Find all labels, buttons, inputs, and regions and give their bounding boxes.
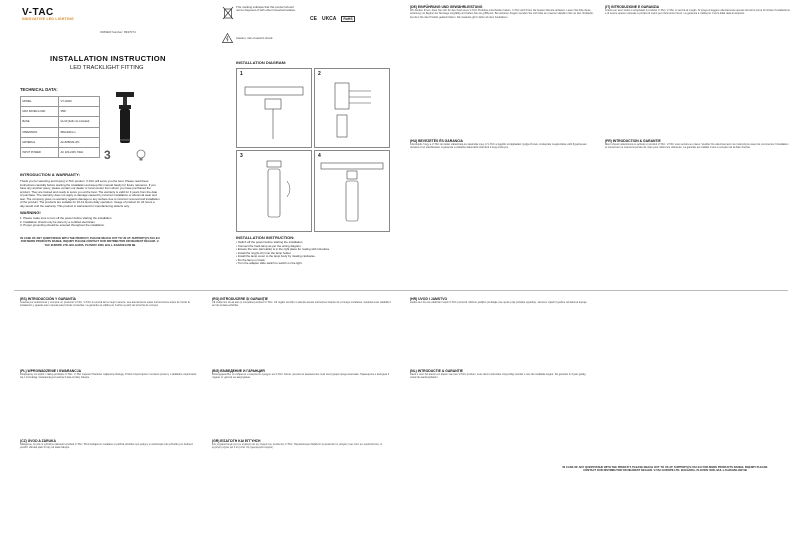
lang-body: Köszönjük, hogy a V-TAC terméket választotta és vásárolta meg. A V-TAC a legjobb szolgáltatást nyújtja Önnek. A telepítés megkezdése előtt figyelmesen olvassa el az utasításokat. A garancia a vásárlás dátumától számított 3 évig érvényes. (410, 143, 587, 150)
bottom-support-notice: IN CASE OF ANY QUERY/ISSUE WITH THE PRODUCT, PLEASE REACH OUT TO US AT: SUPPORT@V-TAC.EU FOR MORE PRODUCTS RANGE, INQUIRY PLEASE CONTACT OUR DISTRIBUTOR OR NEAREST DEALER. V-TAC EUROPE LTD. BULGARIA, PLOVDIV 4000, BUL.L.KARAVELOW 9B (562, 466, 768, 473)
tech-row (21, 97, 100, 107)
lang-section (212, 298, 392, 308)
step-number: 4 (318, 153, 321, 159)
lang-heading: (RO) INTRODUCERE ȘI GARANȚIE (212, 297, 268, 301)
tracklight-illustration (108, 90, 142, 148)
warning-heading: WARNING! (20, 210, 41, 215)
diagram-step-1 (236, 68, 312, 148)
lang-heading: (IT) INTRODUZIONE E GARANZIA (605, 5, 660, 9)
cert-mark: RoHS (343, 17, 353, 21)
cert-mark: CE (310, 16, 317, 22)
lang-section (20, 298, 200, 308)
lang-body: Wir danken Ihnen, dass Sie sich für den Kauf eines V-TAC Produkts entschieden haben. V-TAC wird Ihnen die besten Dienste anbieten. Lesen Sie bitte diese Anleitung vor Beginn der Montage sorgfältig und halten Sie sie griffbereit. Bei weiteren Fragen wenden Sie sich bitte an unseren Händler oder an den Verkäufer, bei dem Sie das Produkt gekauft haben. Die Garantie gilt 3 Jahre ab dem Kaufdatum. (410, 9, 594, 19)
cert-mark: UKCA (321, 16, 337, 22)
tech-row (21, 127, 100, 137)
warning-item: 1. Please make sure to turn off the power before starting the installation. (20, 216, 113, 220)
tech-key: MAX RATED LOAD (21, 107, 59, 117)
diagram-step-2 (314, 68, 390, 148)
step-number: 3 (240, 153, 243, 159)
mounted-lamp-illustration (315, 151, 389, 231)
tech-value: GU10 (bulb not included) (59, 117, 100, 127)
tech-key: BASE (21, 117, 59, 127)
order-number: ORDER Number: 8937074 (100, 30, 136, 34)
lang-body: Děkujeme, že jste si vybrali a zakoupili výrobek V-TAC. Před zahájením instalace si pečlivě přečtěte tyto pokyny a uschovejte tuto příručku pro budoucí použití. Záruka platí 3 roky od data nákupu. (20, 443, 194, 450)
certification-marks (310, 16, 355, 22)
warning-list (20, 217, 160, 228)
lang-body: Dziękujemy za wybór i zakup produktu V-TAC. V-TAC zapewni Państwu najlepszą obsługę. Przed rozpoczęciem montażu prosimy o dokładne zapoznanie się z instrukcją. Gwarancja jest ważna 3 lata od daty zakupu. (20, 373, 197, 380)
lang-body: Dank u voor het kiezen en kopen van een V-TAC product. Lees deze instructies zorgvuldig voordat u met de installatie begint. De garantie is 3 jaar geldig vanaf de aankoopdatum. (410, 373, 586, 380)
tech-row (21, 147, 100, 157)
lang-heading: (HR) UVOD I JAMSTVO (410, 297, 448, 301)
diagram-heading: INSTALLATION DIAGRAM: (236, 60, 287, 65)
installation-item: • Switch off the power before starting the installation. (236, 240, 304, 244)
lang-body: Vă mulțumim că ați ales și cumpărat produsul V-TAC. Vă rugăm să citiți cu atenție aceste instrucțiuni înainte de a începe instalarea. Garanția este valabilă 3 ani de la data achiziției. (212, 301, 391, 308)
tech-value: VT-10416 (59, 97, 100, 107)
warning-item: 3. Proper grounding should be ensured throughout the installation. (20, 223, 105, 227)
weee-marking-note: This marking indicates that this product should not be disposed of with other household wastes. (236, 5, 296, 13)
brand-logo (22, 7, 86, 21)
diagram-step-4 (314, 150, 390, 232)
bulb-icon (134, 148, 148, 162)
page-title: INSTALLATION INSTRUCTION (50, 54, 166, 63)
lang-section (605, 6, 790, 16)
tech-value: 35W (59, 107, 100, 117)
intro-text: Thank you for selecting and buying V-TAC product. V-TAC will serve you the best. Please read these instructions carefully before starting the installation and keep this manual handy for future reference. If you have any another query, please contact our dealer or local vendor from whom you have purchased the product. They are trained and ready to serve you at the best. The warranty is valid for 3 years from the date of purchase. The warranty does not apply to damage caused by incorrect installation or abnormal wear and tear. The company gives no warranty against damage to any surface due to incorrect removal and installation of the product. The products are suitable for 10-12 Hours daily operation. Usage of product for 24 hours a day would void the warranty. This product is warranted for manufacturing defects only. (20, 179, 160, 208)
step-number: 1 (240, 71, 243, 77)
track-illustration (237, 69, 311, 147)
installation-item: • Turn the adapter slide switch to switch on the light. (236, 261, 303, 265)
lang-heading: (DE) EINFÜHRUNG UND GEWÄHRLEISTUNG (410, 5, 483, 9)
lang-heading: (HU) BEVEZETÉS ÉS GARANCIA (410, 139, 463, 143)
installation-item: • Install the lamp cover to the lamp body by rotating clockwise. (236, 254, 316, 258)
tech-row (21, 117, 100, 127)
lang-section (410, 140, 595, 150)
tech-value: AC 220-240V, 50Hz (59, 147, 100, 157)
lang-section (410, 298, 590, 304)
lang-heading: (ES) INTRODUCCIÓN Y GARANTÍA (20, 297, 77, 301)
tech-value: Ø54x230mm (59, 127, 100, 137)
brand-tagline: INNOVATIVE LED LIGHTING (22, 17, 74, 21)
lang-heading: (CZ) ÚVOD A ZÁRUKA (20, 439, 56, 443)
lang-body: Σας ευχαριστούμε για την επιλογή και την αγορά του προϊόντος V-TAC. Παρακαλούμε διαβάστε προσεκτικά τις οδηγίες πριν από την εγκατάσταση. Η εγγύηση ισχύει για 3 έτη από την ημερομηνία αγοράς. (212, 443, 383, 450)
lamp-body-illustration (237, 151, 311, 231)
lang-section (20, 440, 200, 450)
tech-key: MODEL (21, 97, 59, 107)
lang-section (212, 370, 392, 380)
lang-section (605, 140, 790, 150)
lang-heading: (BG) ВЪВЕДЕНИЕ И ГАРАНЦИЯ (212, 369, 265, 373)
tech-value: ALUMINUM+PC (59, 137, 100, 147)
installation-heading: INSTALLATION INSTRUCTION: (236, 235, 295, 240)
electric-shock-warning-icon (222, 33, 233, 43)
crossed-bin-icon (222, 6, 234, 20)
step-number: 2 (318, 71, 321, 77)
lang-section (212, 440, 392, 450)
installation-item: • Fix the lamp on track. (236, 257, 266, 262)
lang-heading: (FR) INTRODUCTION & GARANTIE (605, 139, 661, 143)
lang-body: Merci d'avoir sélectionné et acheté un produit V-TAC. V-TAC vous servira au mieux. Veuillez lire attentivement ces instructions avant de commencer l'installation et conservez ce manuel à portée de main pour référence ultérieure. La garantie est valable 3 ans à compter de la date d'achat. (605, 143, 789, 150)
lang-body: Hvala vam što ste odabrali i kupili V-TAC proizvod. Molimo pažljivo pročitajte ove upute prije početka ugradnje. Jamstvo vrijedi 3 godine od datuma kupnje. (410, 301, 588, 305)
caution-note: Caution, risk of electric shock. (236, 36, 274, 40)
lang-section (410, 370, 590, 380)
brand-name: V-TAC (22, 7, 54, 18)
lang-heading: (NL) INTRODUCTIE & GARANTIE (410, 369, 463, 373)
tech-data-table (20, 96, 100, 158)
diagram-step-3 (236, 150, 312, 232)
lang-body: Благодарим Ви, че избрахте и закупихте продукт на V-TAC. Моля, прочетете внимателно тези инструкции преди монтажа. Гаранцията е валидна 3 години от датата на закупуване. (212, 373, 390, 380)
warranty-years-badge: 3 (104, 148, 111, 162)
installation-list (236, 241, 381, 266)
intro-heading: INTRODUCTION & WARRANTY: (20, 172, 80, 177)
page-subtitle: LED TRACKLIGHT FITTING (70, 65, 144, 71)
lang-heading: (GR) ΕΙΣΑΓΩΓΗ ΚΑΙ ΕΓΓΥΗΣΗ (212, 439, 261, 443)
tech-key: MATERIAL (21, 137, 59, 147)
tech-row (21, 107, 100, 117)
installation-item: • Install the ring(G-U1) into the lamp holder. (236, 250, 292, 255)
lang-section (410, 6, 595, 19)
lang-section (20, 370, 200, 380)
lang-body: Gracias por seleccionar y comprar un producto V-TAC. V-TAC le servirá de la mejor manera. Lea atentamente estas instrucciones antes de iniciar la instalación y guarde este manual para futuras consultas. La garantía es válida por 3 años a partir de la fecha de compra. (20, 301, 190, 308)
lang-body: Grazie per aver scelto e acquistato il prodotto V-TAC. V-TAC vi servirà al meglio. Si prega di leggere attentamente queste istruzioni prima di iniziare l'installazione e di tenere questo manuale a portata di mano per riferimento futuro. La garanzia è valida per 3 anni dalla data di acquisto. (605, 9, 790, 16)
lang-heading: (PL) WPROWADZENIE I GWARANCJA (20, 369, 82, 373)
tech-data-label: TECHNICAL DATA: (20, 87, 58, 92)
support-notice: IN CASE OF ANY QUERY/ISSUE WITH THE PRODUCT, PLEASE REACH OUT TO US AT: SUPPORT@V-TAC.EU FOR MORE PRODUCTS RANGE, INQUIRY PLEASE CONTACT OUR DISTRIBUTOR OR NEAREST DEALER. V-TAC EUROPE LTD. BULGARIA, PLOVDIV 4000, BUL.L.KARAVELOW 9B (20, 237, 160, 247)
tech-row (21, 137, 100, 147)
tech-key: INPUT POWER (21, 147, 59, 157)
wiring-illustration (315, 69, 389, 147)
warning-item: 2. Installation should only be done by a certified electrician. (20, 219, 96, 224)
installation-item: • Connect the track lamp as per the wiring diagram. (236, 243, 302, 248)
section-divider (14, 290, 788, 291)
tech-key: DIMENSION (21, 127, 59, 137)
installation-item: • Ensure the wire (tail cable) is in the right place for mating with introduce. (236, 247, 331, 251)
